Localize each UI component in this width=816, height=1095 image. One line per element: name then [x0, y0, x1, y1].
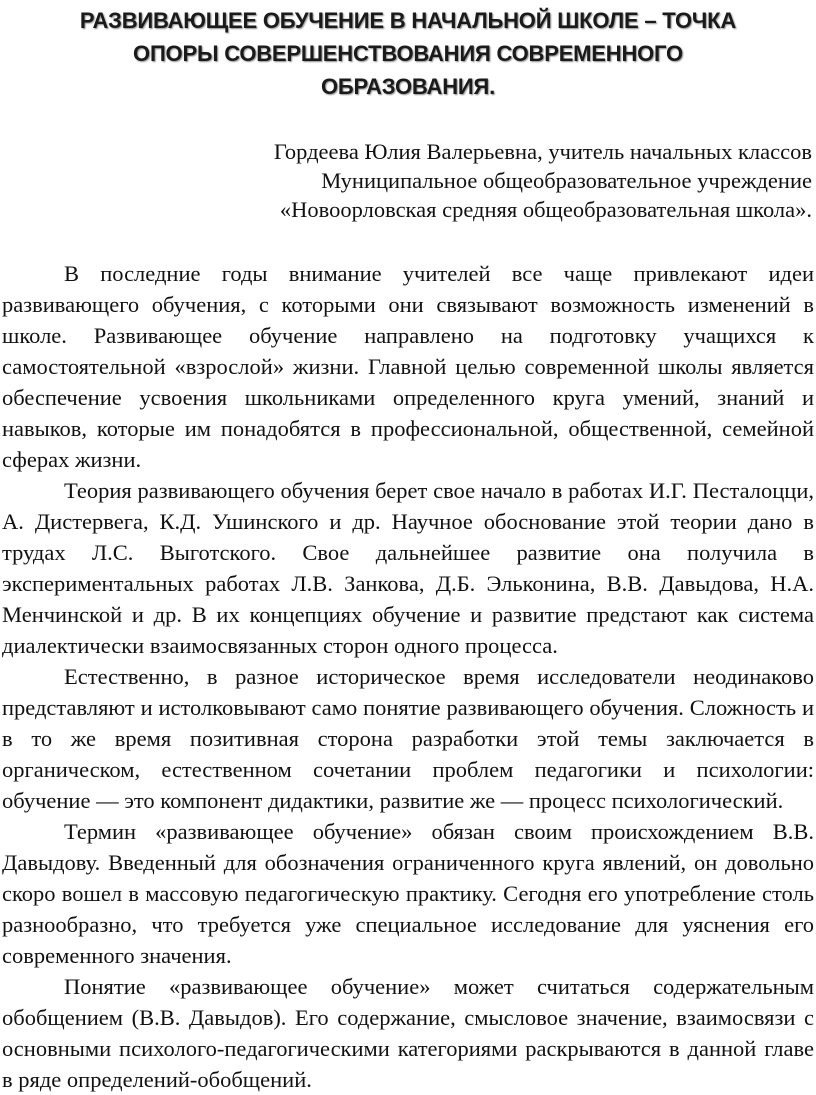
paragraph: Теория развивающего обучения берет свое начало в работах И.Г. Песталоцци, А. Дистервега, К.Д. Ушинского и др. Научное обоснование этой теории дано в трудах Л.С. Выготского. Свое дальнейшее развитие она получила в экспериментальных работах Л.В. Занкова, Д.Б. Эльконина, В.В. Давыдова, Н.А. Менчинской и др. В их концепциях обучение и развитие предстают как система диалектически взаимосвязанных сторон одного процесса.	[2, 478, 814, 658]
paragraph: В последние годы внимание учителей все чаще привлекают идеи развивающего обучения, с которыми они связывают возможность изменений в школе. Развивающее обучение направлено на подготовку учащихся к самостоятельной «взрослой» жизни. Главной целью современной школы является обеспечение усвоения школьниками определенного круга умений, знаний и навыков, которые им понадобятся в профессиональной, общественной, семейной сферах жизни.	[2, 261, 814, 472]
author-institution-line: Муниципальное общеобразовательное учреждение	[321, 168, 812, 193]
paragraph: Естественно, в разное историческое время исследователи неодинаково представляют и истолковывают само понятие развивающего обучения. Сложность и в то же время позитивная сторона разработки этой темы заключается в органическом, естественном сочетании проблем педагогики и психологии: обучение — это компонент дидактики, развитие же — процесс психологический.	[2, 664, 814, 813]
author-name-line: Гордеева Юлия Валерьевна, учитель начальных классов	[273, 139, 812, 164]
paragraph: Понятие «развивающее обучение» может считаться содержательным обобщением (В.В. Давыдов). Его содержание, смысловое значение, взаимосвязи с основными психолого-педагогическими категориями раскрываются в данной главе в ряде определений-обобщений.	[2, 974, 814, 1092]
document-title	[2, 4, 814, 103]
document-body	[2, 258, 814, 1095]
title-line-1: РАЗВИВАЮЩЕЕ ОБУЧЕНИЕ В НАЧАЛЬНОЙ ШКОЛЕ – ТОЧКА	[79, 8, 737, 33]
author-school-line: «Новоорловская средняя общеобразовательная школа».	[279, 197, 812, 222]
author-block	[2, 137, 814, 224]
title-line-3: ОБРАЗОВАНИЯ.	[320, 74, 496, 99]
title-line-2: ОПОРЫ СОВЕРШЕНСТВОВАНИЯ СОВРЕМЕННОГО	[133, 41, 683, 66]
paragraph: Термин «развивающее обучение» обязан своим происхождением В.В. Давыдову. Введенный для обозначения ограниченного круга явлений, он довольно скоро вошел в массовую педагогическую практику. Сегодня его употребление столь разнообразно, что требуется уже специальное исследование для уяснения его современного значения.	[2, 819, 814, 968]
